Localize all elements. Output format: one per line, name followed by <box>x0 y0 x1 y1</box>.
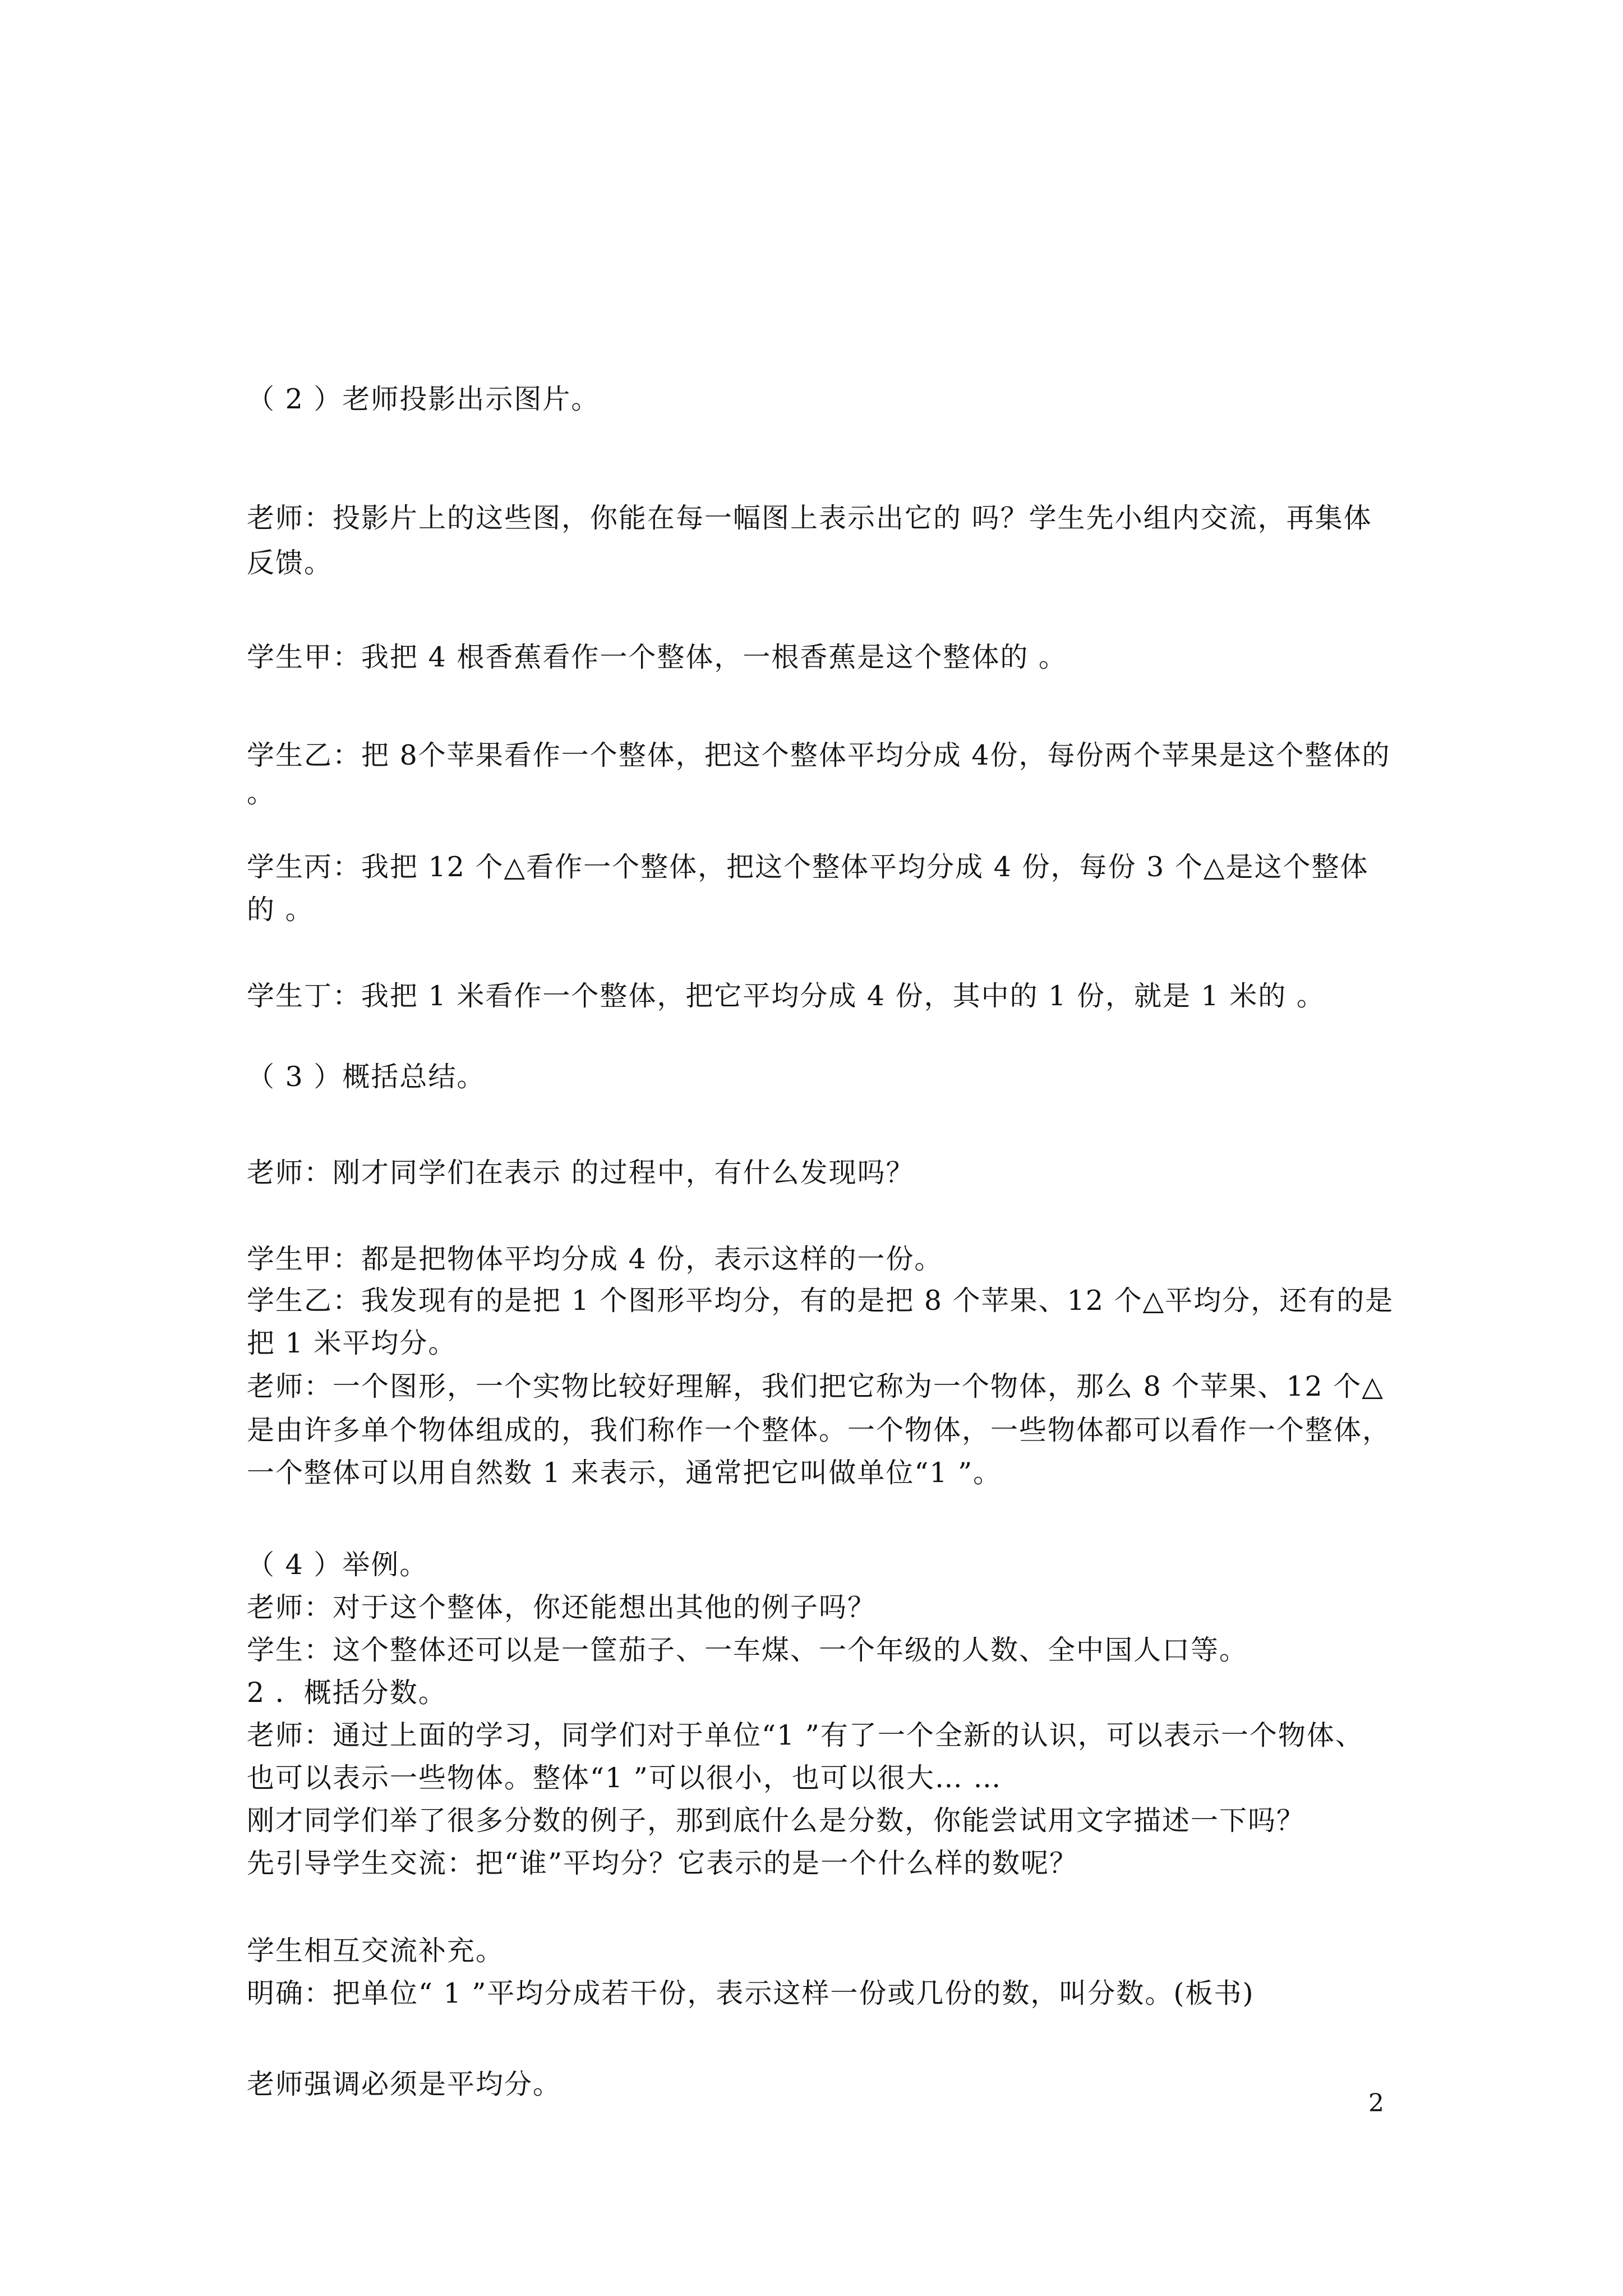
page-number: 2 <box>1368 2089 1384 2118</box>
definition-line: 明确：把单位“ 1 ”平均分成若干份，表示这样一份或几份的数，叫分数。(板书) <box>247 1977 1255 2009</box>
section-heading: 2 ．概括分数。 <box>247 1677 447 1709</box>
paragraph-line: 学生丁：我把 1 米看作一个整体，把它平均分成 4 份，其中的 1 份，就是 1 米的 。 <box>247 980 1325 1012</box>
paragraph-line: 。 <box>247 777 276 809</box>
paragraph-line: 的 。 <box>247 894 314 926</box>
paragraph-line: 老师：一个图形，一个实物比较好理解，我们把它称为一个物体，那么 8 个苹果、12 个△ <box>247 1370 1384 1402</box>
paragraph-line: 学生甲：我把 4 根香蕉看作一个整体，一根香蕉是这个整体的 。 <box>247 641 1067 673</box>
paragraph-line: 先引导学生交流：把“谁”平均分？它表示的是一个什么样的数呢？ <box>247 1847 1078 1879</box>
paragraph-line: 老师强调必须是平均分。 <box>247 2068 562 2100</box>
paragraph-line: 学生乙：把 8个苹果看作一个整体，把这个整体平均分成 4份，每份两个苹果是这个整体的 <box>247 739 1391 771</box>
paragraph-line: 学生丙：我把 12 个△看作一个整体，把这个整体平均分成 4 份，每份 3 个△是这个整体 <box>247 851 1369 883</box>
paragraph-line: 把 1 米平均分。 <box>247 1327 457 1359</box>
section-heading: （ 3 ）概括总结。 <box>247 1061 486 1093</box>
paragraph-line: 老师：刚才同学们在表示 的过程中，有什么发现吗？ <box>247 1157 915 1189</box>
paragraph-line: 学生甲：都是把物体平均分成 4 份，表示这样的一份。 <box>247 1243 943 1275</box>
paragraph-line: 老师：对于这个整体，你还能想出其他的例子吗？ <box>247 1591 877 1623</box>
paragraph-line: 反馈。 <box>247 547 333 579</box>
paragraph-line: 一个整体可以用自然数 1 来表示，通常把它叫做单位“1 ”。 <box>247 1457 1002 1489</box>
paragraph-line: 老师：通过上面的学习，同学们对于单位“1 ”有了一个全新的认识，可以表示一个物体、 <box>247 1719 1364 1751</box>
paragraph-line: 学生：这个整体还可以是一筐茄子、一车煤、一个年级的人数、全中国人口等。 <box>247 1634 1248 1666</box>
paragraph-line: 是由许多单个物体组成的，我们称作一个整体。一个物体，一些物体都可以看作一个整体， <box>247 1414 1391 1446</box>
section-heading: （ 4 ）举例。 <box>247 1549 428 1581</box>
section-heading: （ 2 ）老师投影出示图片。 <box>247 383 600 415</box>
paragraph-line: 学生相互交流补充。 <box>247 1935 505 1967</box>
paragraph-line: 老师：投影片上的这些图，你能在每一幅图上表示出它的 吗？学生先小组内交流，再集体 <box>247 502 1372 534</box>
paragraph-line: 学生乙：我发现有的是把 1 个图形平均分，有的是把 8 个苹果、12 个△平均分，还有的是 <box>247 1285 1394 1317</box>
paragraph-line: 刚才同学们举了很多分数的例子，那到底什么是分数，你能尝试用文字描述一下吗？ <box>247 1805 1306 1837</box>
paragraph-line: 也可以表示一些物体。整体“1 ”可以很小，也可以很大… … <box>247 1762 1002 1794</box>
